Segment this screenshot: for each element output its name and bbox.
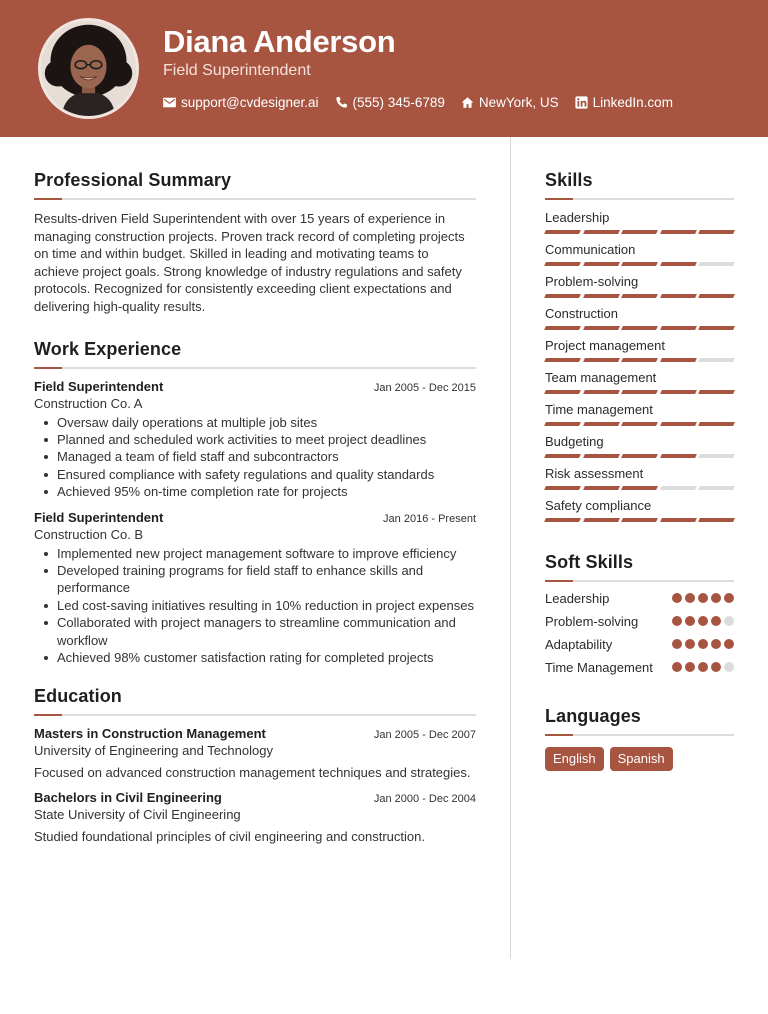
skill-level-segment <box>698 518 734 522</box>
section-rule <box>34 714 476 716</box>
job-bullet: Achieved 95% on-time completion rate for projects <box>34 483 476 500</box>
section-rule <box>545 580 734 582</box>
skill-level-segment <box>583 486 619 490</box>
rating-dot <box>685 593 695 603</box>
language-tag: English <box>545 747 604 771</box>
skill-level-bar <box>545 422 734 426</box>
skill-level-bar <box>545 294 734 298</box>
job-bullets <box>34 414 476 501</box>
job-bullet: Collaborated with project managers to streamline communication and workflow <box>34 614 476 649</box>
contact-bar <box>163 95 673 110</box>
contact-linkedin[interactable] <box>575 95 673 110</box>
job-company: Construction Co. A <box>34 395 143 411</box>
language-tag: Spanish <box>610 747 673 771</box>
skill-level-segment <box>544 358 580 362</box>
soft-skill-name: Time Management <box>545 660 653 675</box>
skill-level-segment <box>544 390 580 394</box>
skill-level-segment <box>660 262 696 266</box>
skill-level-bar <box>545 326 734 330</box>
soft-skills-list <box>545 590 734 676</box>
candidate-name: Diana Anderson <box>163 24 396 59</box>
contact-location <box>461 95 559 110</box>
job-role: Field Superintendent <box>34 509 164 525</box>
rating-dot <box>672 639 682 649</box>
skill-level-segment <box>621 326 657 330</box>
skills-section <box>545 170 734 522</box>
skill-level-segment <box>544 518 580 522</box>
rating-dot <box>724 616 734 626</box>
education-entry <box>34 790 476 846</box>
skill-name: Time management <box>545 402 653 417</box>
rating-dot <box>672 662 682 672</box>
skill-level-segment <box>583 518 619 522</box>
section-rule <box>545 198 734 200</box>
work-section <box>34 339 476 667</box>
rating-dot <box>672 616 682 626</box>
skill-item <box>545 498 734 522</box>
section-rule <box>34 198 476 200</box>
education-list <box>34 726 476 845</box>
education-degree: Bachelors in Civil Engineering <box>34 790 222 806</box>
skill-level-segment <box>544 326 580 330</box>
linkedin-icon <box>575 96 588 109</box>
skill-level-bar <box>545 358 734 362</box>
soft-skill-rating <box>672 590 734 603</box>
job-bullets <box>34 545 476 667</box>
rating-dot <box>672 593 682 603</box>
rating-dot <box>724 593 734 603</box>
email-icon <box>163 96 176 109</box>
skill-level-segment <box>583 422 619 426</box>
work-heading: Work Experience <box>34 338 182 359</box>
skill-level-segment <box>583 326 619 330</box>
skill-level-segment <box>544 454 580 458</box>
skill-level-segment <box>544 486 580 490</box>
job-dates: Jan 2005 - Dec 2015 <box>373 381 476 394</box>
education-entry <box>34 726 476 782</box>
skill-name: Project management <box>545 338 665 353</box>
skill-item <box>545 210 734 234</box>
rating-dot <box>724 662 734 672</box>
skill-level-segment <box>544 262 580 266</box>
skill-name: Safety compliance <box>545 498 652 513</box>
skill-level-segment <box>544 422 580 426</box>
rating-dot <box>698 616 708 626</box>
job-list <box>34 379 476 667</box>
rating-dot <box>698 639 708 649</box>
soft-skill-item <box>545 590 734 607</box>
education-school: State University of Civil Engineering <box>34 807 241 823</box>
skill-level-segment <box>698 262 734 266</box>
skill-item <box>545 338 734 362</box>
summary-text: Results-driven Field Superintendent with over 15 years of experience in managing construction projects. Proven track record of completing projects on time and within budget. Skilled in leading and motivating teams to achieve project goals. Strong knowledge of industry regulations and safety protocols. Recognized for consistently exceeding client expectations and delivering high-quality results. <box>34 211 465 314</box>
job-role: Field Superintendent <box>34 378 164 394</box>
rating-dot <box>685 616 695 626</box>
skills-heading: Skills <box>545 170 593 190</box>
job-entry <box>34 510 476 667</box>
skill-level-segment <box>621 358 657 362</box>
job-bullet: Ensured compliance with safety regulations and quality standards <box>34 466 476 483</box>
summary-heading: Professional Summary <box>34 170 232 190</box>
rating-dot <box>711 662 721 672</box>
soft-skill-rating <box>672 613 734 626</box>
column-divider <box>510 137 511 959</box>
skill-level-bar <box>545 390 734 394</box>
skill-level-segment <box>544 230 580 234</box>
soft-skill-name: Leadership <box>545 591 610 606</box>
skill-item <box>545 370 734 394</box>
soft-skill-item <box>545 659 734 676</box>
skill-name: Communication <box>545 242 636 257</box>
rating-dot <box>711 616 721 626</box>
rating-dot <box>711 639 721 649</box>
profile-photo-illustration <box>41 21 136 116</box>
skill-level-segment <box>698 390 734 394</box>
skill-name: Problem-solving <box>545 274 639 289</box>
skill-level-segment <box>621 454 657 458</box>
summary-section <box>34 170 476 316</box>
soft-skill-name: Problem-solving <box>545 614 639 629</box>
skill-level-segment <box>698 326 734 330</box>
soft-skills-heading: Soft Skills <box>545 552 634 572</box>
job-header <box>34 510 476 525</box>
skill-level-segment <box>660 230 696 234</box>
phone-icon <box>335 96 348 109</box>
home-icon <box>461 96 474 109</box>
skill-level-segment <box>583 390 619 394</box>
skill-level-segment <box>698 230 734 234</box>
skill-name: Team management <box>545 370 657 385</box>
contact-email[interactable] <box>163 95 319 110</box>
rating-dot <box>724 639 734 649</box>
rating-dot <box>685 662 695 672</box>
skill-level-bar <box>545 486 734 490</box>
skill-level-segment <box>660 294 696 298</box>
skill-level-bar <box>545 230 734 234</box>
skill-item <box>545 306 734 330</box>
skill-item <box>545 242 734 266</box>
linkedin-text: LinkedIn.com <box>592 95 673 110</box>
education-description: Studied foundational principles of civil engineering and construction. <box>34 829 425 845</box>
job-bullet: Managed a team of field staff and subcontractors <box>34 448 476 465</box>
resume-header <box>0 0 768 137</box>
job-dates: Jan 2016 - Present <box>383 512 476 525</box>
skill-level-segment <box>621 262 657 266</box>
job-bullet: Oversaw daily operations at multiple job sites <box>34 414 476 431</box>
skill-name: Risk assessment <box>545 466 644 481</box>
skill-level-segment <box>660 486 696 490</box>
skill-level-segment <box>583 358 619 362</box>
skill-level-segment <box>698 358 734 362</box>
skill-level-segment <box>621 230 657 234</box>
skill-name: Leadership <box>545 210 610 225</box>
soft-skill-rating <box>672 636 734 649</box>
education-header <box>34 726 476 741</box>
job-entry <box>34 379 476 501</box>
skill-item <box>545 466 734 490</box>
location-text: NewYork, US <box>478 95 559 110</box>
skill-item <box>545 434 734 458</box>
job-bullet: Developed training programs for field staff to enhance skills and performance <box>34 562 476 597</box>
rating-dot <box>698 662 708 672</box>
skill-item <box>545 402 734 426</box>
skill-level-segment <box>621 390 657 394</box>
profile-photo <box>38 18 139 119</box>
skill-level-segment <box>583 262 619 266</box>
job-bullet: Achieved 98% customer satisfaction rating for completed projects <box>34 649 476 666</box>
skill-level-bar <box>545 454 734 458</box>
education-school: University of Engineering and Technology <box>34 743 273 759</box>
education-degree: Masters in Construction Management <box>34 726 266 742</box>
education-header <box>34 790 476 805</box>
education-section <box>34 686 476 845</box>
education-dates: Jan 2000 - Dec 2004 <box>373 793 476 806</box>
soft-skill-item <box>545 613 734 630</box>
job-header <box>34 379 476 394</box>
education-dates: Jan 2005 - Dec 2007 <box>373 729 476 742</box>
phone-text: (555) 345-6789 <box>352 95 445 110</box>
skill-level-segment <box>660 454 696 458</box>
job-bullet: Implemented new project management software to improve efficiency <box>34 545 476 562</box>
rating-dot <box>685 639 695 649</box>
skill-item <box>545 274 734 298</box>
skill-level-bar <box>545 518 734 522</box>
skill-level-bar <box>545 262 734 266</box>
skill-level-segment <box>660 358 696 362</box>
languages-section <box>545 706 734 771</box>
skill-name: Budgeting <box>545 434 604 449</box>
email-text: support@cvdesigner.ai <box>181 95 319 110</box>
skills-list <box>545 210 734 522</box>
soft-skill-item <box>545 636 734 653</box>
skill-level-segment <box>621 518 657 522</box>
skill-level-segment <box>583 454 619 458</box>
section-rule <box>545 734 734 736</box>
skill-level-segment <box>698 486 734 490</box>
skill-level-segment <box>698 422 734 426</box>
section-rule <box>34 367 476 369</box>
rating-dot <box>711 593 721 603</box>
soft-skills-section <box>545 552 734 676</box>
skill-name: Construction <box>545 306 618 321</box>
job-bullet: Planned and scheduled work activities to meet project deadlines <box>34 431 476 448</box>
contact-phone[interactable] <box>335 95 445 110</box>
skill-level-segment <box>698 454 734 458</box>
skill-level-segment <box>660 390 696 394</box>
education-description: Focused on advanced construction management techniques and strategies. <box>34 765 471 781</box>
skill-level-segment <box>660 422 696 426</box>
job-bullet: Led cost-saving initiatives resulting in 10% reduction in project expenses <box>34 597 476 614</box>
skill-level-segment <box>698 294 734 298</box>
skill-level-segment <box>583 230 619 234</box>
side-column <box>545 170 734 771</box>
job-company: Construction Co. B <box>34 526 144 542</box>
skill-level-segment <box>660 326 696 330</box>
rating-dot <box>698 593 708 603</box>
skill-level-segment <box>621 294 657 298</box>
skill-level-segment <box>660 518 696 522</box>
soft-skill-name: Adaptability <box>545 637 613 652</box>
skill-level-segment <box>583 294 619 298</box>
education-heading: Education <box>34 686 122 707</box>
skill-level-segment <box>621 486 657 490</box>
languages-heading: Languages <box>545 706 641 726</box>
skill-level-segment <box>621 422 657 426</box>
skill-level-segment <box>544 294 580 298</box>
soft-skill-rating <box>672 659 734 672</box>
main-column <box>34 170 476 846</box>
languages-list <box>545 747 734 771</box>
candidate-title: Field Superintendent <box>163 62 311 79</box>
